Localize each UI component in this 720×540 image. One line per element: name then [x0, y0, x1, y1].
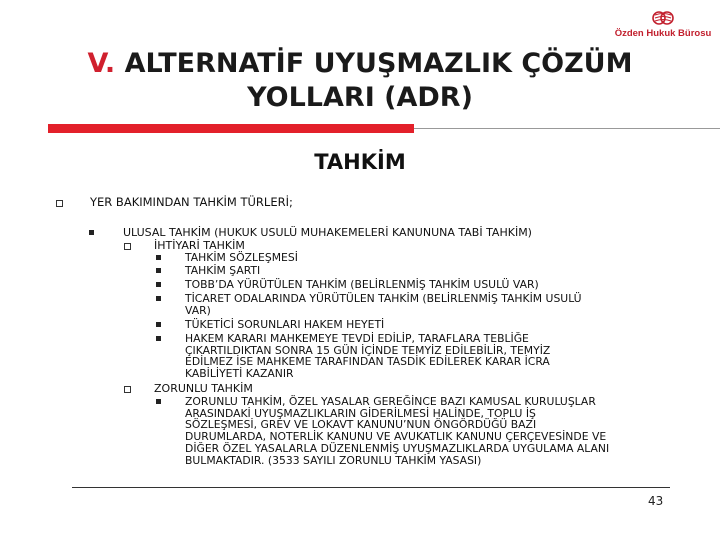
section-subtitle: TAHKİM: [314, 150, 406, 174]
title-underline-bar: [48, 124, 414, 133]
bullet-text-level-4: VAR): [185, 303, 211, 317]
bullet-text-level-4: DURUMLARDA, NOTERLİK KANUNU VE AVUKATLIK KANUNU ÇERÇEVESİNDE VE: [185, 430, 607, 444]
bullet-text-level-4: ÇIKARTILDIKTAN SONRA 15 GÜN İÇİNDE TEMYİZ EDİLEBİLİR, TEMYİZ: [185, 343, 551, 357]
bullet-text-level-4: EDİLMEZ İSE MAHKEME TARAFINDAN TASDİK EDİLEREK KARAR İCRA: [185, 355, 550, 369]
footer-divider: [72, 487, 670, 488]
bullet-icon: [156, 282, 161, 287]
logo-mark-icon: [652, 10, 674, 26]
bullet-text-level-4: KABİLİYETİ KAZANIR: [185, 367, 294, 381]
bullet-icon: [156, 255, 161, 260]
bullet-icon: [56, 200, 63, 207]
title-number: V.: [87, 48, 116, 79]
logo-text: Özden Hukuk Bürosu: [614, 28, 712, 39]
title-line1: ALTERNATİF UYUŞMAZLIK ÇÖZÜM: [115, 48, 633, 79]
bullet-icon: [156, 399, 161, 404]
bullet-icon: [124, 386, 131, 393]
bullet-icon: [156, 336, 161, 341]
bullet-text-level-4: TİCARET ODALARINDA YÜRÜTÜLEN TAHKİM (BELİRLENMİŞ TAHKİM USULÜ: [185, 292, 582, 305]
title-divider-line: [414, 128, 720, 129]
bullet-text-level-4: ARASINDAKİ UYUŞMAZLIKLARIN GİDERİLMESİ HALİNDE, TOPLU İŞ: [185, 406, 536, 420]
bullet-text-level-2: ULUSAL TAHKİM (HUKUK USULÜ MUHAKEMELERİ KANUNUNA TABİ TAHKİM): [123, 226, 532, 239]
bullet-text-level-4: SÖZLEŞMESİ, GREV VE LOKAVT KANUNU’NUN ÖNGÖRDÜĞÜ BAZI: [185, 418, 537, 432]
bullet-text-level-3: ZORUNLU TAHKİM: [154, 382, 253, 395]
bullet-icon: [89, 230, 94, 235]
company-logo: [610, 10, 716, 39]
bullet-text-level-4: TAHKİM ŞARTI: [185, 264, 261, 277]
page-number: 43: [648, 494, 664, 508]
bullet-text-level-4: TOBB’DA YÜRÜTÜLEN TAHKİM (BELİRLENMİŞ TAHKİM USULÜ VAR): [185, 278, 539, 291]
bullet-text-level-4: HAKEM KARARI MAHKEMEYE TEVDİ EDİLİP, TARAFLARA TEBLİĞE: [185, 332, 529, 345]
slide-title: [40, 47, 680, 115]
bullet-icon: [124, 243, 131, 250]
bullet-text-level-4: TAHKİM SÖZLEŞMESİ: [185, 251, 298, 264]
bullet-icon: [156, 296, 161, 301]
bullet-icon: [156, 322, 161, 327]
bullet-icon: [156, 268, 161, 273]
bullet-text-level-3: İHTİYARİ TAHKİM: [154, 239, 245, 252]
title-line2: YOLLARI (ADR): [247, 82, 473, 113]
bullet-text-level-1: YER BAKIMINDAN TAHKİM TÜRLERİ;: [90, 195, 293, 209]
bullet-text-level-4: DİĞER ÖZEL YASALARLA DÜZENLENMİŞ UYUŞMAZLIKLARDA UYGULAMA ALANI: [185, 441, 610, 455]
bullet-text-level-4: BULMAKTADIR. (3533 SAYILI ZORUNLU TAHKİM YASASI): [185, 453, 482, 467]
bullet-text-level-4: TÜKETİCİ SORUNLARI HAKEM HEYETİ: [185, 318, 385, 331]
bullet-text-level-4: ZORUNLU TAHKİM, ÖZEL YASALAR GEREĞİNCE BAZI KAMUSAL KURULUŞLAR: [185, 395, 596, 408]
